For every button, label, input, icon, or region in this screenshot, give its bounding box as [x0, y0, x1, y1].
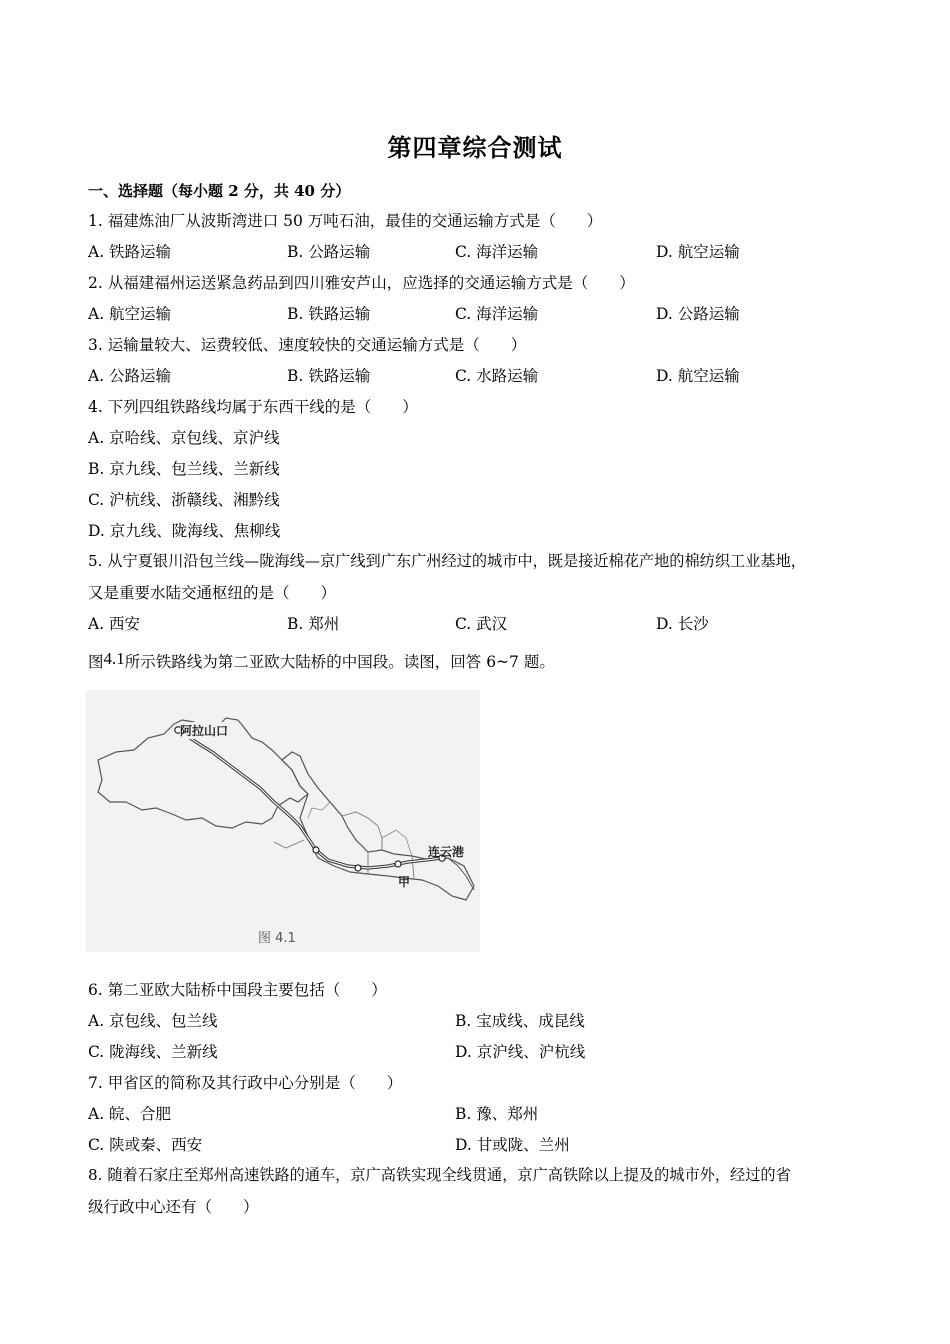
map-label-province-jia: 甲	[398, 875, 411, 889]
question-8-stem-line2: 级行政中心还有（ ）	[88, 1198, 259, 1216]
question-1-stem: 1. 福建炼油厂从波斯湾进口 50 万吨石油，最佳的交通运输方式是（ ）	[88, 212, 603, 230]
station-lanzhou	[313, 847, 319, 853]
question-7-stem: 7. 甲省区的简称及其行政中心分别是（ ）	[88, 1074, 403, 1092]
question-1-option-c: C. 海洋运输	[455, 243, 539, 261]
question-6-option-c: C. 陇海线、兰新线	[88, 1043, 218, 1061]
question-6-option-b: B. 宝成线、成昆线	[455, 1012, 585, 1030]
question-5-stem-line1: 5. 从宁夏银川沿包兰线—陇海线—京广线到广东广州经过的城市中，既是接近棉花产地的棉纺织工业基地，	[88, 552, 806, 570]
question-3-stem: 3. 运输量较大、运费较低、速度较快的交通运输方式是（ ）	[88, 336, 527, 354]
page-title: 第四章综合测试	[387, 133, 563, 162]
question-4-option-d: D. 京九线、陇海线、焦柳线	[88, 522, 281, 540]
question-7-option-b: B. 豫、郑州	[455, 1105, 539, 1123]
question-5-option-c: C. 武汉	[455, 615, 508, 633]
question-5-option-a: A. 西安	[88, 615, 141, 633]
question-8-stem-line1: 8. 随着石家庄至郑州高速铁路的通车，京广高铁实现全线贯通，京广高铁除以上提及的城市外，经过的省	[88, 1166, 791, 1184]
railway-map	[86, 690, 480, 952]
question-4-option-a: A. 京哈线、京包线、京沪线	[88, 429, 280, 447]
question-5-option-d: D. 长沙	[656, 615, 709, 633]
question-2-option-c: C. 海洋运输	[455, 305, 539, 323]
question-1-option-a: A. 铁路运输	[88, 243, 172, 261]
map-inner-boundary-2	[308, 802, 412, 856]
map-caption: 图 4.1	[258, 931, 296, 946]
railway-map-figure	[86, 690, 480, 952]
station-xian	[355, 865, 361, 871]
question-2-stem: 2. 从福建福州运送紧急药品到四川雅安芦山，应选择的交通运输方式是（ ）	[88, 274, 635, 292]
question-4-stem: 4. 下列四组铁路线均属于东西干线的是（ ）	[88, 398, 418, 416]
section-heading: 一、选择题（每小题 2 分，共 40 分）	[88, 182, 351, 200]
map-label-lianyungang: 连云港	[428, 845, 465, 859]
question-7-option-a: A. 皖、合肥	[88, 1105, 172, 1123]
question-4-option-c: C. 沪杭线、浙赣线、湘黔线	[88, 491, 280, 509]
question-6-option-d: D. 京沪线、沪杭线	[455, 1043, 586, 1061]
question-6-option-a: A. 京包线、包兰线	[88, 1012, 218, 1030]
question-2-option-a: A. 航空运输	[88, 305, 172, 323]
question-3-option-a: A. 公路运输	[88, 367, 172, 385]
question-2-option-b: B. 铁路运输	[287, 305, 371, 323]
railway-line-inner	[178, 730, 442, 868]
question-4-option-b: B. 京九线、包兰线、兰新线	[88, 460, 280, 478]
figure-intro	[88, 650, 555, 672]
map-coastline	[448, 858, 474, 890]
question-1-option-d: D. 航空运输	[656, 243, 740, 261]
railway-line	[178, 730, 442, 868]
question-7-option-d: D. 甘或陇、兰州	[455, 1136, 570, 1154]
map-label-alashankou: 阿拉山口	[180, 724, 229, 738]
figure-intro-after: 所示铁路线为第二亚欧大陆桥的中国段。读图，回答 6~7 题。	[124, 653, 555, 671]
station-zhengzhou	[395, 861, 401, 867]
question-2-option-d: D. 公路运输	[656, 305, 740, 323]
figure-intro-before: 图	[88, 653, 104, 671]
question-5-option-b: B. 郑州	[287, 615, 340, 633]
question-1-option-b: B. 公路运输	[287, 243, 371, 261]
question-6-stem: 6. 第二亚欧大陆桥中国段主要包括（ ）	[88, 981, 387, 999]
question-5-stem-line2: 又是重要水陆交通枢纽的是（ ）	[88, 584, 337, 602]
question-3-option-b: B. 铁路运输	[287, 367, 371, 385]
question-7-option-c: C. 陕或秦、西安	[88, 1136, 203, 1154]
question-3-option-d: D. 航空运输	[656, 367, 740, 385]
figure-number: 4.1	[103, 649, 125, 668]
question-3-option-c: C. 水路运输	[455, 367, 539, 385]
